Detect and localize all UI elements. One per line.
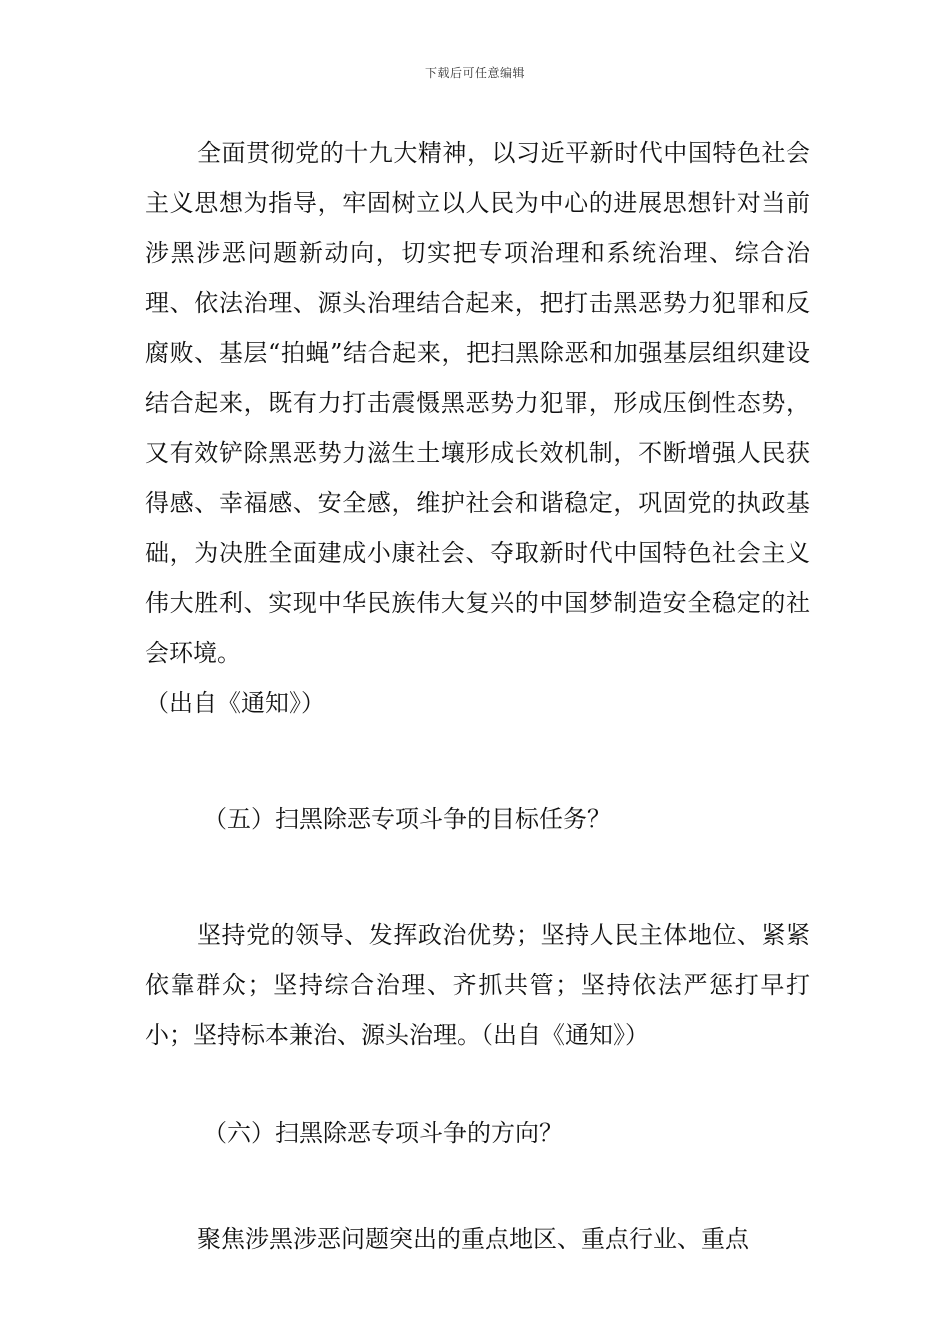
page-header: 下载后可任意编辑 — [424, 66, 525, 80]
body-paragraph-1-text: 全面贯彻党的十九大精神，以习近平新时代中国特色社会主义思想为指导，牢固树立以人民为中心的进展思想针对当前涉黑涉恶问题新动向，切实把专项治理和系统治理、综合治理、依法治理、源头治理结合起来，把打击黑恶势力犯罪和反腐败、基层“拍蝇”结合起来，把扫黑除恶和加强基层组织建设结合起来，既有力打击震慑黑恶势力犯罪，形成压倒性态势，又有效铲除黑恶势力滋生土壤形成长效机制，不断增强人民获得感、幸福感、安全感，维护社会和谐稳定，巩固党的执政基础，为决胜全面建成小康社会、夺取新时代中国特色社会主义伟大胜利、实现中华民族伟大复兴的中国梦制造安全稳定的社会环境。 — [145, 139, 810, 667]
section-heading-5: （五）扫黑除恶专项斗争的目标任务？ — [203, 805, 611, 833]
body-paragraph-1-citation: （出自《通知》） — [145, 689, 325, 717]
document-body — [145, 128, 810, 1264]
body-paragraph-3: 聚焦涉黑涉恶问题突出的重点地区、重点行业、重点 — [197, 1225, 749, 1253]
body-paragraph-2: 坚持党的领导、发挥政治优势；坚持人民主体地位、紧紧依靠群众；坚持综合治理、齐抓共管；坚持依法严惩打早打小；坚持标本兼治、源头治理。（出自《通知》） — [145, 921, 810, 1049]
section-heading-6: （六）扫黑除恶专项斗争的方向？ — [203, 1119, 563, 1147]
body-paragraph-1 — [145, 128, 810, 678]
